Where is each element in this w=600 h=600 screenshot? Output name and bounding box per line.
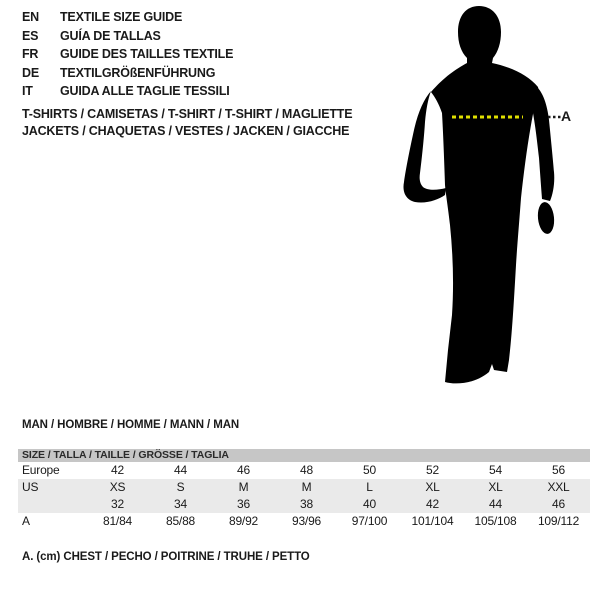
- silhouette-right-arm: [533, 87, 554, 201]
- man-silhouette-figure: [400, 0, 590, 392]
- table-row-uk: [18, 496, 590, 513]
- measurement-footnote: A. (cm) CHEST / PECHO / POITRINE / TRUHE / PETTO: [22, 551, 310, 563]
- size-value: 44: [489, 497, 502, 511]
- language-title: TEXTILGRÖßENFÜHRUNG: [60, 65, 216, 80]
- language-row: [22, 8, 233, 27]
- size-value: 44: [174, 463, 187, 477]
- language-title: GUIDA ALLE TAGLIE TESSILI: [60, 84, 230, 98]
- size-value: 93/96: [291, 514, 322, 528]
- size-value: 46: [237, 463, 250, 477]
- language-title: TEXTILE SIZE GUIDE: [60, 10, 183, 24]
- size-value: 81/84: [102, 514, 133, 528]
- category-lines: [22, 106, 352, 140]
- row-label: [18, 496, 86, 513]
- size-value: 101/104: [411, 514, 454, 528]
- row-label: A: [22, 514, 30, 528]
- size-value: 97/100: [351, 514, 388, 528]
- size-value: XL: [425, 480, 440, 494]
- measure-label-a: A: [561, 108, 572, 124]
- size-value: 50: [363, 463, 376, 477]
- size-value: 38: [300, 497, 313, 511]
- language-code: DE: [22, 65, 39, 80]
- size-value: 32: [111, 497, 124, 511]
- language-code: FR: [22, 47, 39, 61]
- language-row: [22, 27, 233, 46]
- silhouette-right-hand: [536, 201, 555, 234]
- man-silhouette: [400, 0, 570, 392]
- size-value: 36: [237, 497, 250, 511]
- row-label: Europe: [22, 463, 60, 477]
- size-value: M: [301, 480, 312, 494]
- language-code: EN: [22, 10, 39, 24]
- silhouette-body: [431, 6, 539, 383]
- size-value: 52: [426, 463, 439, 477]
- size-value: 54: [489, 463, 502, 477]
- size-value: 42: [111, 463, 124, 477]
- size-value: 56: [552, 463, 565, 477]
- row-label: US: [22, 480, 39, 494]
- language-row: [22, 82, 233, 101]
- category-tshirts: T-SHIRTS / CAMISETAS / T-SHIRT / T-SHIRT / MAGLIETTE: [22, 107, 353, 121]
- size-value: 34: [174, 497, 187, 511]
- size-value: 105/108: [474, 514, 517, 528]
- language-code: ES: [22, 28, 39, 43]
- language-title: GUÍA DE TALLAS: [60, 28, 161, 43]
- size-value: 40: [363, 497, 376, 511]
- size-value: L: [366, 480, 373, 494]
- size-value: M: [238, 480, 249, 494]
- category-jackets: JACKETS / CHAQUETAS / VESTES / JACKEN / GIACCHE: [22, 124, 350, 138]
- size-value: S: [176, 480, 185, 494]
- size-value: 89/92: [228, 514, 259, 528]
- size-value: 109/112: [537, 514, 580, 528]
- size-table: [18, 449, 590, 530]
- table-header: SIZE / TALLA / TAILLE / GRÖSSE / TAGLIA: [18, 449, 590, 462]
- size-value: 46: [552, 497, 565, 511]
- language-title: GUIDE DES TAILLES TEXTILE: [60, 47, 234, 61]
- size-value: 85/88: [165, 514, 196, 528]
- language-row: [22, 45, 233, 64]
- section-title-man: MAN / HOMBRE / HOMME / MANN / MAN: [22, 419, 240, 431]
- size-value: XL: [488, 480, 503, 494]
- language-list: [22, 8, 233, 101]
- table-row-chest-a: [18, 513, 590, 530]
- table-row-us: [18, 479, 590, 496]
- size-value: XS: [109, 480, 126, 494]
- language-row: [22, 64, 233, 83]
- language-code: IT: [22, 84, 33, 98]
- table-row-europe: [18, 462, 590, 479]
- size-value: 42: [426, 497, 439, 511]
- size-value: 48: [300, 463, 313, 477]
- silhouette-left-arm: [403, 91, 446, 203]
- size-value: XXL: [547, 480, 570, 494]
